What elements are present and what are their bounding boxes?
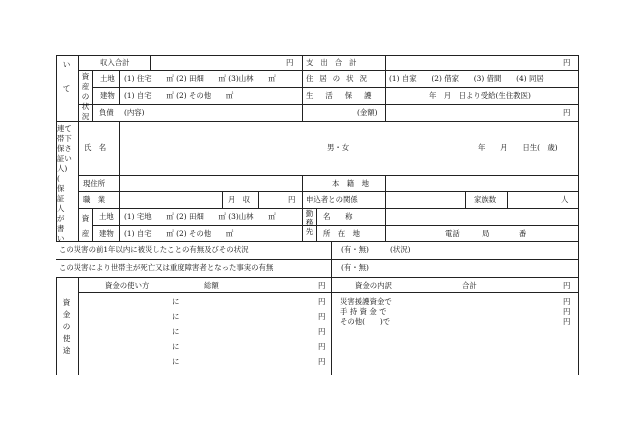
rule <box>78 292 578 293</box>
guarantor-person-unit: 人 <box>561 195 569 204</box>
guarantor-land-label: 土地 <box>99 212 114 221</box>
disaster-question-2: この災害により世帯主が死亡又は重度障害者となった事実の有無 <box>59 263 274 272</box>
guarantor-birth: 年 月 日生( 歳) <box>478 143 558 152</box>
income-yen: 円 <box>286 58 294 67</box>
rule <box>119 208 120 241</box>
applicant-side-label-bottom: て <box>62 84 71 93</box>
rule <box>92 208 93 241</box>
usage-row-ni: に <box>172 312 180 321</box>
expense-yen: 円 <box>563 58 571 67</box>
guarantor-land-items: (1) 宅地 ㎡ (2) 田畑 ㎡ (3)山林 ㎡ <box>124 212 276 221</box>
disaster-question-1-answer: (有・無) <box>341 245 369 254</box>
disaster-question-2-answer: (有・無) <box>341 263 369 272</box>
rule <box>119 121 120 175</box>
usage-row-yen: 円 <box>318 342 326 351</box>
rule <box>56 277 578 278</box>
rule <box>78 175 578 176</box>
usage-row-ni: に <box>172 297 180 306</box>
guarantor-monthly-income-label: 月 収 <box>228 195 251 204</box>
breakdown-item: その他( )で <box>340 317 391 326</box>
land-items: (1) 住宅 ㎡ (2) 田畑 ㎡ (3)山林 ㎡ <box>124 74 276 83</box>
rule <box>119 70 120 104</box>
rule <box>56 277 57 375</box>
usage-row-ni: に <box>172 342 180 351</box>
land-label: 土地 <box>100 74 115 83</box>
building-items: (1) 自宅 ㎡ (2) その他 ㎡ <box>124 91 234 100</box>
rule <box>316 208 317 241</box>
rule <box>78 104 578 105</box>
guarantor-building-label: 建物 <box>99 229 114 238</box>
breakdown-yen: 円 <box>563 307 571 316</box>
rule <box>331 241 332 277</box>
debt-yen: 円 <box>563 108 571 117</box>
funds-total-header: 合計 <box>462 281 477 290</box>
housing-options: (1) 自家 (2) 借家 (3) 借間 (4) 同居 <box>389 74 544 83</box>
usage-row-ni: に <box>172 357 180 366</box>
breakdown-item: 災害援護資金で <box>340 297 392 306</box>
rule <box>92 225 578 226</box>
breakdown-yen: 円 <box>563 297 571 306</box>
rule <box>302 55 303 121</box>
guarantor-honseki: 本 籍 地 <box>332 179 369 188</box>
guarantor-building-items: (1) 自宅 ㎡ (2) その他 ㎡ <box>124 229 234 238</box>
rule <box>56 55 578 56</box>
funds-breakdown-header: 資金の内訳 <box>355 281 392 290</box>
breakdown-item: 手持資金で <box>340 307 389 316</box>
rule <box>78 55 79 241</box>
rule <box>78 70 578 71</box>
rule <box>385 208 386 241</box>
usage-row-yen: 円 <box>318 312 326 321</box>
guarantor-asset-vertical: 資産 <box>81 214 90 238</box>
funds-amount-header: 総額 <box>204 281 219 290</box>
rule <box>258 191 259 208</box>
guarantor-sex: 男・女 <box>327 143 350 152</box>
expense-total-label: 支出合計 <box>306 58 364 67</box>
asset-status-vertical: 資産の状況 <box>81 72 90 121</box>
guarantor-name-label: 氏 名 <box>84 143 107 152</box>
rule <box>56 121 578 122</box>
building-label: 建物 <box>100 91 115 100</box>
rule <box>56 259 578 260</box>
rule <box>385 175 386 208</box>
rule <box>578 55 579 375</box>
disaster-question-1: この災害の前1年以内に被災したことの有無及びその状況 <box>59 245 249 254</box>
debt-content: (内容) <box>124 108 145 117</box>
guarantor-income-yen: 円 <box>288 195 296 204</box>
funds-total-yen: 円 <box>563 281 571 290</box>
usage-row-ni: に <box>172 327 180 336</box>
guarantor-workplace-address-label: 所 在 地 <box>323 229 360 238</box>
breakdown-yen: 円 <box>563 317 571 326</box>
rule <box>465 191 466 208</box>
income-total-label: 収入合計 <box>100 58 130 67</box>
rule <box>385 55 386 121</box>
rule <box>78 208 578 209</box>
rule <box>222 191 223 208</box>
debt-amount: (金額) <box>357 108 378 117</box>
guarantor-workplace-name-label: 名 称 <box>323 212 353 221</box>
rule <box>56 241 578 242</box>
guarantor-family-count-label: 家族数 <box>474 195 497 204</box>
usage-row-yen: 円 <box>318 327 326 336</box>
guarantor-address-label: 現住所 <box>83 179 106 188</box>
usage-row-yen: 円 <box>318 297 326 306</box>
usage-row-yen: 円 <box>318 357 326 366</box>
rule <box>507 191 508 208</box>
rule <box>92 70 93 121</box>
funds-usage-vertical: 資金の使途 <box>62 298 71 355</box>
disaster-question-1-status: (状況) <box>390 245 411 254</box>
guarantor-phone: 電話 局 番 <box>445 229 527 238</box>
rule <box>78 277 79 375</box>
guarantor-occupation-label: 職 業 <box>83 195 106 204</box>
rule <box>331 277 332 375</box>
debt-label: 負債 <box>99 108 114 117</box>
rule <box>302 175 303 241</box>
welfare-label: 生活保護 <box>306 91 384 100</box>
guarantor-side-label: 連て 帯下 保さ 証い 人) ( 保 証 人 が 書 い <box>57 124 72 243</box>
funds-amount-yen: 円 <box>318 281 326 290</box>
guarantor-relationship-label: 申込者との関係 <box>306 195 358 204</box>
rule <box>92 87 578 88</box>
rule <box>150 55 151 70</box>
funds-usage-header: 資金の使い方 <box>105 281 150 290</box>
welfare-date: 年 月 日より受給(生住教医) <box>429 91 531 100</box>
rule <box>119 175 120 208</box>
applicant-side-label-top: い <box>62 60 71 69</box>
guarantor-workplace-vertical: 勤務先 <box>305 209 314 236</box>
rule <box>78 191 578 192</box>
housing-status-label: 住居の状況 <box>306 74 373 83</box>
